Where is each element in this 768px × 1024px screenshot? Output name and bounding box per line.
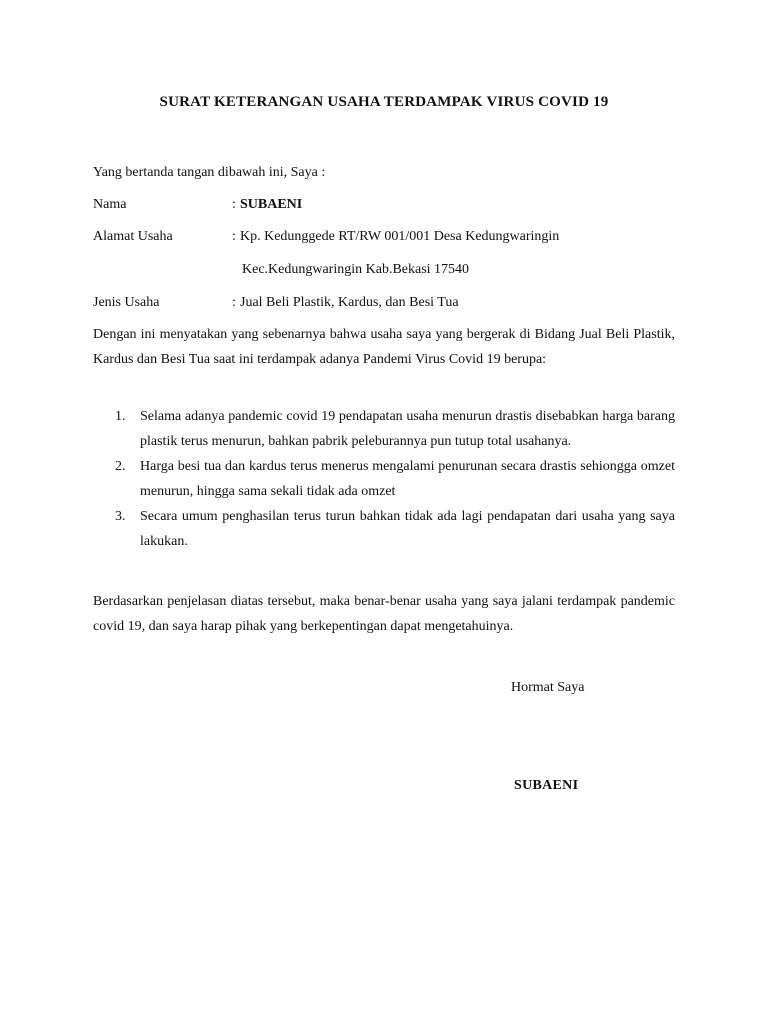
- list-item-number: 3.: [115, 509, 126, 524]
- field-jenis-label: Jenis Usaha: [93, 295, 160, 310]
- field-jenis-value: Jual Beli Plastik, Kardus, dan Besi Tua: [240, 295, 459, 310]
- field-alamat: [93, 225, 683, 249]
- conclusion-paragraph: Berdasarkan penjelasan diatas tersebut, maka benar-benar usaha yang saya jalani terdampak pandemic covid 19, dan saya harap pihak yang berkepentingan dapat mengetahuinya.: [93, 594, 675, 634]
- field-nama-label: Nama: [93, 197, 127, 212]
- field-alamat-value: Kp. Kedunggede RT/RW 001/001 Desa Kedungwaringin: [240, 229, 560, 244]
- list-item-text: Harga besi tua dan kardus terus menerus mengalami penurunan secara drastis sehiongga omzet menurun, hingga sama sekali tidak ada omzet: [140, 459, 675, 499]
- field-nama: [93, 193, 683, 217]
- closing-salutation: Hormat Saya: [511, 680, 585, 695]
- list-item-number: 1.: [115, 409, 126, 424]
- list-item: [93, 504, 675, 554]
- field-jenis: [93, 291, 683, 315]
- field-alamat-colon: :: [232, 229, 236, 244]
- statement-paragraph: Dengan ini menyatakan yang sebenarnya bahwa usaha saya yang bergerak di Bidang Jual Beli Plastik, Kardus dan Besi Tua saat ini terdampak adanya Pandemi Virus Covid 19 berupa:: [93, 327, 675, 367]
- list-item: [93, 404, 675, 454]
- list-item-text: Selama adanya pandemic covid 19 pendapatan usaha menurun drastis disebabkan harga barang plastik terus menurun, bahkan pabrik peleburannya pun tutup total usahanya.: [140, 409, 675, 449]
- field-nama-colon: :: [232, 197, 236, 212]
- field-alamat-line2: [93, 258, 683, 282]
- intro-text: Yang bertanda tangan dibawah ini, Saya :: [93, 165, 326, 180]
- field-jenis-colon: :: [232, 295, 236, 310]
- field-alamat-label: Alamat Usaha: [93, 229, 173, 244]
- signer-name: SUBAENI: [514, 778, 579, 793]
- list-item: [93, 454, 675, 504]
- field-alamat-value-line2: Kec.Kedungwaringin Kab.Bekasi 17540: [242, 262, 470, 277]
- letter-title: SURAT KETERANGAN USAHA TERDAMPAK VIRUS COVID 19: [159, 94, 609, 110]
- list-item-number: 2.: [115, 459, 126, 474]
- impact-list: [93, 404, 675, 554]
- field-nama-value: SUBAENI: [240, 197, 303, 212]
- list-item-text: Secara umum penghasilan terus turun bahkan tidak ada lagi pendapatan dari usaha yang saya lakukan.: [140, 509, 675, 549]
